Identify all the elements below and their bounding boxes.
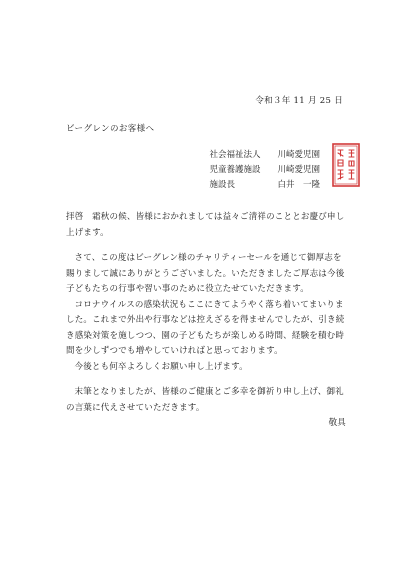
sender-row: [209, 148, 320, 163]
sender-name: 川崎愛児園: [277, 150, 320, 160]
recipient-line: ビーグレンのお客様へ: [66, 124, 155, 134]
sender-org-label: 社会福祉法人: [209, 150, 261, 160]
sender-title-label: 施設長: [209, 180, 235, 190]
letter-body: [66, 210, 346, 432]
sender-name: 川崎愛児園: [277, 165, 320, 175]
sender-org-label: 児童養護施設: [209, 165, 261, 175]
request-paragraph: 今後とも何卒よろしくお願い申し上げます。: [74, 361, 248, 372]
sender-row: [209, 178, 320, 193]
letter-date: 令和３年 11 月 25 日: [255, 96, 343, 106]
closing-word: 敬具: [328, 418, 346, 428]
sender-row: [209, 163, 320, 178]
closing-paragraph: 末筆となりましたが、皆様のご健康とご多幸を御祈り申し上げ、御礼の言葉に代えさせていただきます。: [66, 387, 344, 413]
status-paragraph: コロナウイルスの感染状況もここにきてようやく落ち着いてまいりました。これまで外出や行事などは控えざるを得ませんでしたが、引き続き感染対策を施しつつ、園の子どもたちが楽しめる時間、経験を積む時間を少しずつでも増やしていければと思っております。: [66, 299, 345, 356]
official-seal-icon: [332, 143, 360, 187]
director-name: 白井 一隆: [277, 180, 320, 190]
greeting-paragraph: 拝啓 霜秋の候、皆様におかれましては益々ご清祥のこととお慶び申し上げます。: [66, 212, 345, 238]
sender-block: [209, 148, 320, 193]
thanks-paragraph: さて、この度はビーグレン様のチャリティーセールを通じて御厚志を賜りまして誠にありがとうございました。いただきましたご厚志は今後子どもたちの行事や習い事のために役立たせていただきます。: [66, 253, 345, 294]
